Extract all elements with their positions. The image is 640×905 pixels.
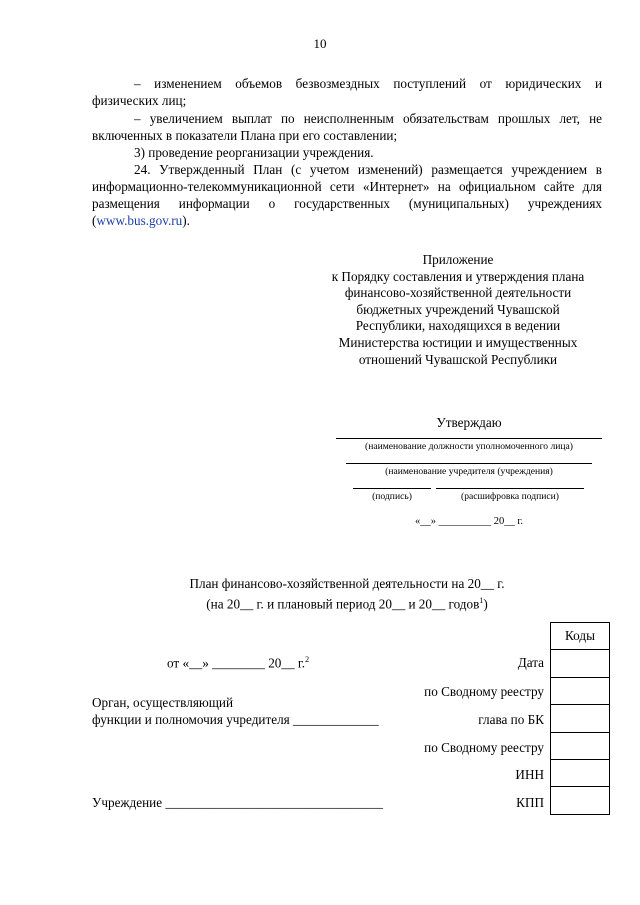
paragraph-line: 3) проведение реорганизации учреждения. [134, 145, 374, 160]
plan-title-line2 [92, 592, 602, 612]
paragraph-line: 24. Утвержденный План (с учетом изменений) размещается учреждением в [134, 162, 602, 177]
paragraph-line: – увеличением выплат по неисполненным обязательствам прошлых лет, не [134, 111, 602, 126]
paren-open: ( [92, 213, 97, 228]
organ-label-line2: функции и полномочия учредителя _____________ [92, 712, 379, 727]
codes-header: Коды [551, 623, 610, 650]
appendix-block [300, 252, 616, 368]
code-cell-date [551, 650, 610, 677]
row-label-registry-2: по Сводному реестру [424, 740, 544, 755]
paragraph-line: информационно-телекоммуникационной сети «Интернет» на официальном сайте для [92, 179, 602, 194]
decoding-caption: (расшифровка подписи) [461, 491, 559, 502]
appendix-line: Приложение [422, 252, 494, 267]
code-cell-registry-2 [551, 732, 610, 759]
plan-title-close: ) [483, 596, 488, 612]
paragraph-line: физических лиц; [92, 93, 187, 108]
decoding-line [436, 488, 584, 489]
page-number: 10 [313, 36, 327, 51]
appendix-line: Министерства юстиции и имущественных [338, 334, 578, 350]
appendix-line: финансово-хозяйственной деятельности [344, 285, 572, 301]
appendix-line: к Порядку составления и утверждения плана [331, 268, 585, 284]
appendix-line: бюджетных учреждений Чувашской [356, 301, 560, 317]
paragraph-line: включенных в показатели Плана при его составлении; [92, 128, 398, 143]
paragraph-line: размещения информации о государственных (муниципальных) учреждениях [92, 196, 602, 211]
institution-line [346, 463, 592, 464]
row-label-date: Дата [517, 655, 544, 670]
plan-date-text: от «__» ________ 20__ г. [167, 655, 306, 671]
paren-close: ). [182, 213, 190, 228]
code-cell-inn [551, 759, 610, 786]
footnote-ref: 1 [479, 596, 484, 605]
bus-gov-link[interactable]: www.bus.gov.ru [96, 213, 183, 228]
plan-title-text: (на 20__ г. и плановый период 20__ и 20__ годов [206, 596, 480, 612]
row-label-bk: глава по БК [478, 712, 544, 727]
organ-label-line1: Орган, осуществляющий [92, 695, 233, 710]
appendix-line: Республики, находящихся в ведении [355, 318, 561, 334]
approval-date: «__» __________ 20__ г. [414, 516, 524, 527]
row-label-inn: ИНН [515, 767, 544, 782]
appendix-line: отношений Чувашской Республики [358, 351, 558, 367]
approval-title: Утверждаю [436, 415, 502, 430]
row-label-registry: по Сводному реестру [424, 684, 544, 699]
signature-line [353, 488, 431, 489]
code-cell-bk [551, 705, 610, 732]
institution-label: Учреждение _________________________________ [92, 795, 383, 810]
plan-title-line1: План финансово-хозяйственной деятельности на 20__ г. [189, 576, 505, 591]
code-cell-registry [551, 677, 610, 704]
codes-table [550, 622, 610, 815]
paragraph-line [92, 212, 602, 229]
position-line [336, 438, 602, 439]
footnote-ref-2: 2 [305, 655, 310, 664]
plan-date-line [167, 655, 309, 671]
position-caption: (наименование должности уполномоченного лица) [365, 441, 573, 452]
row-label-kpp: КПП [516, 795, 544, 810]
institution-caption: (наименование учредителя (учреждения) [385, 466, 553, 477]
signature-caption: (подпись) [372, 491, 412, 502]
code-cell-kpp [551, 787, 610, 814]
paragraph-line: – изменением объемов безвозмездных поступлений от юридических и [134, 76, 602, 91]
